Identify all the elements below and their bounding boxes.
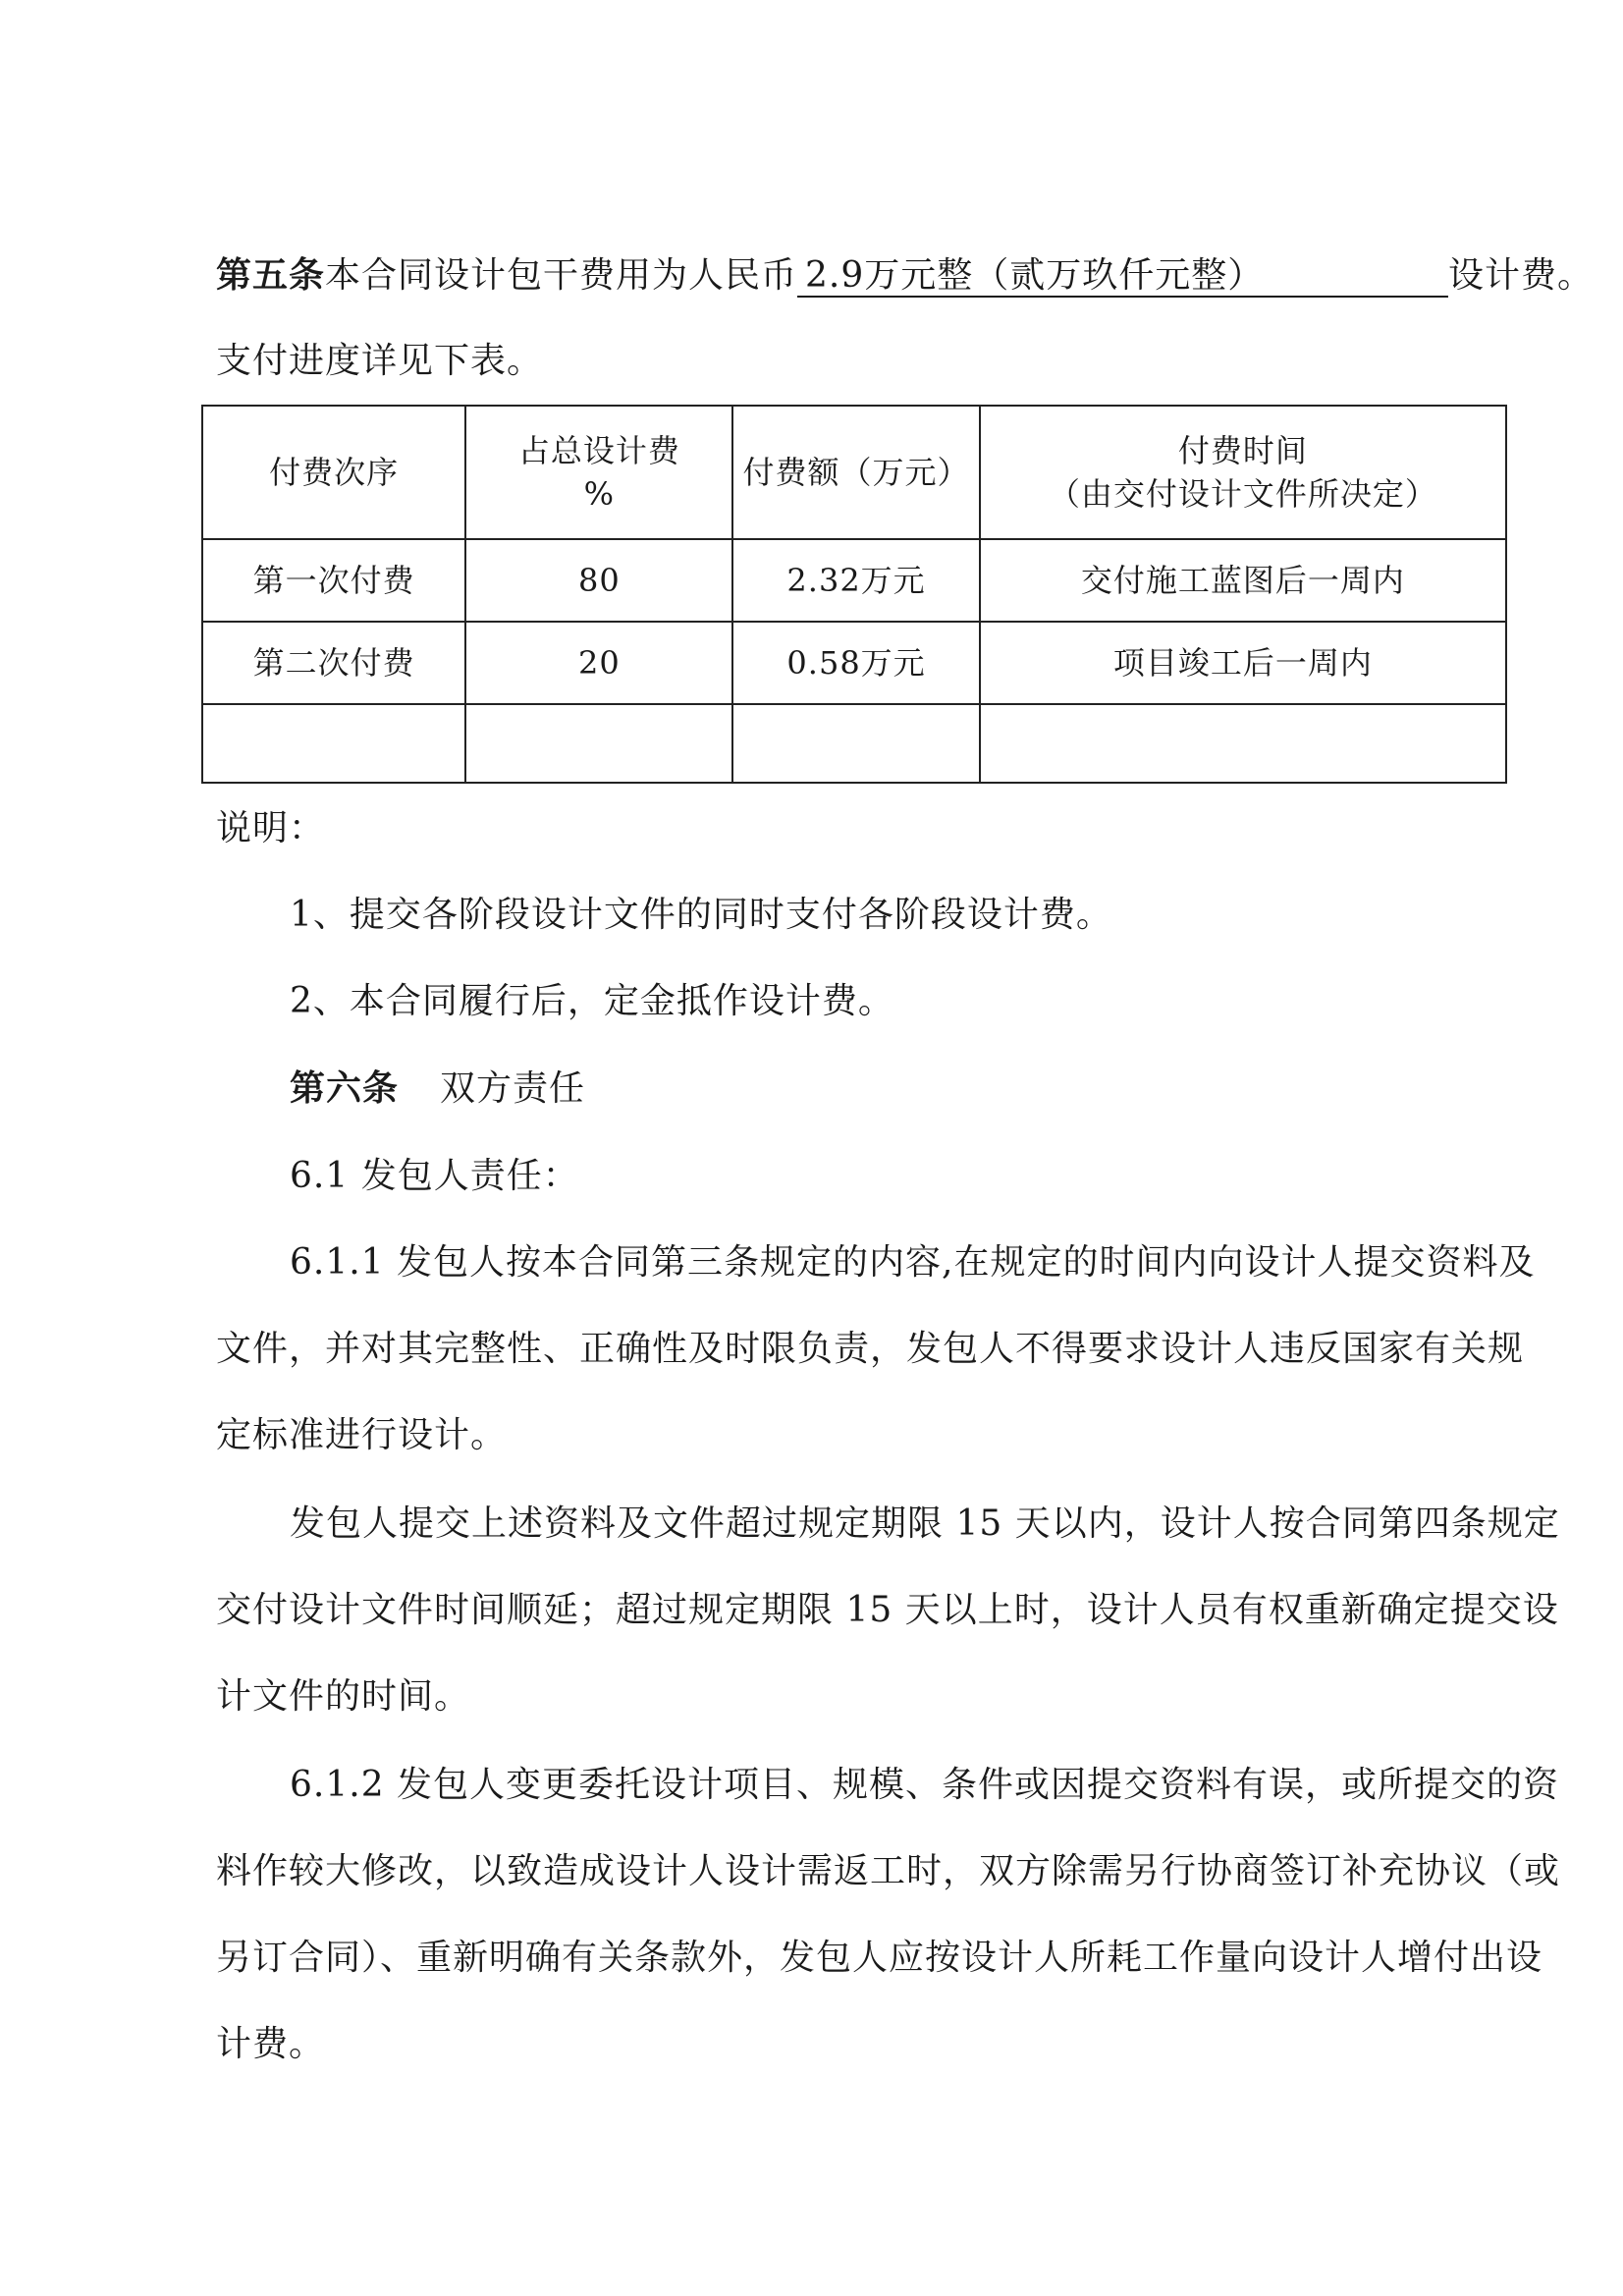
header-seq: 付费次序 bbox=[202, 406, 465, 539]
para-delay-line1: 发包人提交上述资料及文件超过规定期限 15 天以内，设计人按合同第四条规定 bbox=[290, 1503, 1560, 1544]
para-delay-line2: 交付设计文件时间顺延；超过规定期限 15 天以上时，设计人员有权重新确定提交设 bbox=[216, 1590, 1559, 1630]
para-6-1-1-line2: 文件，并对其完整性、正确性及时限负责，发包人不得要求设计人违反国家有关规 bbox=[216, 1329, 1525, 1369]
note-item-2: 2、本合同履行后，定金抵作设计费。 bbox=[290, 981, 894, 1021]
header-percent bbox=[465, 406, 732, 539]
header-percent-line2: % bbox=[583, 475, 616, 513]
article5-text-after: 设计费。 bbox=[1448, 255, 1595, 296]
para-delay-line3: 计文件的时间。 bbox=[216, 1676, 471, 1717]
cell-seq: 第一次付费 bbox=[202, 539, 465, 622]
section-6-1: 6.1 发包人责任： bbox=[290, 1156, 579, 1196]
notes-label: 说明： bbox=[216, 808, 326, 848]
article5-heading: 第五条 bbox=[216, 254, 326, 296]
article5-amount: 2.9万元整（贰万玖仟元整） bbox=[797, 256, 1448, 298]
cell-amount: 2.32万元 bbox=[732, 539, 979, 622]
article5-text-before: 本合同设计包干费用为人民币 bbox=[325, 255, 798, 296]
payment-table bbox=[201, 405, 1507, 784]
para-6-1-1-line3: 定标准进行设计。 bbox=[216, 1415, 508, 1455]
header-time bbox=[980, 406, 1506, 539]
para-6-1-2-line2: 料作较大修改，以致造成设计人设计需返工时，双方除需另行协商签订补充协议（或 bbox=[216, 1851, 1561, 1891]
para-6-1-2-line4: 计费。 bbox=[216, 2024, 326, 2064]
para-6-1-2-line3: 另订合同）、重新明确有关条款外，发包人应按设计人所耗工作量向设计人增付出设 bbox=[216, 1938, 1543, 1978]
cell-empty bbox=[732, 704, 979, 783]
cell-amount: 0.58万元 bbox=[732, 622, 979, 704]
note-item-1: 1、提交各阶段设计文件的同时支付各阶段设计费。 bbox=[290, 895, 1112, 935]
header-percent-line1: 占总设计费 bbox=[517, 432, 680, 469]
cell-empty bbox=[465, 704, 732, 783]
para-6-1-2-line1: 6.1.2 发包人变更委托设计项目、规模、条件或因提交资料有误，或所提交的资 bbox=[290, 1765, 1560, 1805]
table-row bbox=[202, 539, 1506, 622]
header-time-line2: （由交付设计文件所决定） bbox=[1048, 475, 1437, 513]
cell-percent: 20 bbox=[465, 622, 732, 704]
table-header-row bbox=[202, 406, 1506, 539]
table-row bbox=[202, 622, 1506, 704]
article6-heading: 第六条 bbox=[290, 1067, 400, 1109]
header-amount: 付费额（万元） bbox=[732, 406, 979, 539]
para-6-1-1-line1: 6.1.1 发包人按本合同第三条规定的内容,在规定的时间内向设计人提交资料及 bbox=[290, 1242, 1536, 1283]
table-empty-row bbox=[202, 704, 1506, 783]
cell-empty bbox=[980, 704, 1506, 783]
cell-seq: 第二次付费 bbox=[202, 622, 465, 704]
cell-empty bbox=[202, 704, 465, 783]
article6-title: 双方责任 bbox=[440, 1068, 586, 1109]
cell-time: 交付施工蓝图后一周内 bbox=[980, 539, 1506, 622]
article6-line bbox=[290, 1066, 1623, 1111]
header-time-line1: 付费时间 bbox=[1177, 432, 1308, 469]
cell-time: 项目竣工后一周内 bbox=[980, 622, 1506, 704]
article5-line2: 支付进度详见下表。 bbox=[216, 341, 544, 381]
cell-percent: 80 bbox=[465, 539, 732, 622]
article5-line1 bbox=[216, 253, 1610, 298]
